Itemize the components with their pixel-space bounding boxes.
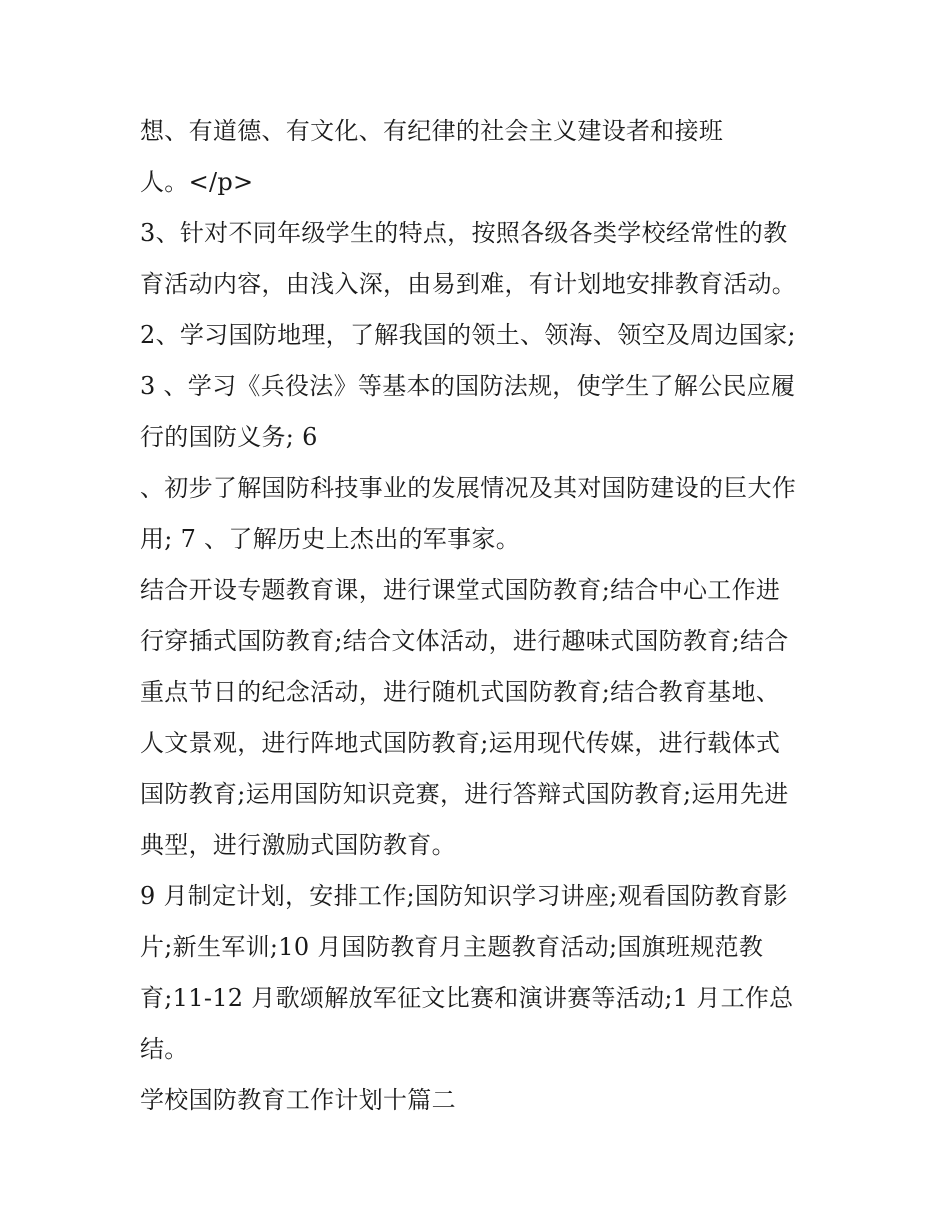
text-line: 用; 7 、了解历史上杰出的军事家。 <box>140 525 521 553</box>
text-line: 结。 <box>140 1035 189 1063</box>
text-line: 典型，进行激励式国防教育。 <box>140 831 456 859</box>
text-line: 2、学习国防地理，了解我国的领土、领海、领空及周边国家; <box>140 321 796 349</box>
text-line: 人。</p> <box>140 168 254 196</box>
document-body <box>140 106 830 1126</box>
text-line: 育;11-12 月歌颂解放军征文比赛和演讲赛等活动;1 月工作总 <box>140 984 794 1012</box>
text-line: 3 、学习《兵役法》等基本的国防法规，使学生了解公民应履 <box>140 372 796 400</box>
text-line: 片;新生军训;10 月国防教育月主题教育活动;国旗班规范教 <box>140 933 764 961</box>
section-heading: 学校国防教育工作计划十篇二 <box>140 1086 456 1114</box>
text-line: 人文景观，进行阵地式国防教育;运用现代传媒，进行载体式 <box>140 729 781 757</box>
text-line: 重点节日的纪念活动，进行随机式国防教育;结合教育基地、 <box>140 678 781 706</box>
text-line: 育活动内容，由浅入深，由易到难，有计划地安排教育活动。 <box>140 270 797 298</box>
text-line: 行穿插式国防教育;结合文体活动，进行趣味式国防教育;结合 <box>140 627 789 655</box>
text-line: 国防教育;运用国防知识竞赛，进行答辩式国防教育;运用先进 <box>140 780 789 808</box>
text-line: 3、针对不同年级学生的特点，按照各级各类学校经常性的教 <box>140 219 788 247</box>
text-line: 想、有道德、有文化、有纪律的社会主义建设者和接班 <box>140 117 724 145</box>
text-line: 结合开设专题教育课，进行课堂式国防教育;结合中心工作进 <box>140 576 781 604</box>
text-line: 9 月制定计划，安排工作;国防知识学习讲座;观看国防教育影 <box>140 882 788 910</box>
text-line: 、初步了解国防科技事业的发展情况及其对国防建设的巨大作 <box>140 474 797 502</box>
text-line: 行的国防义务; 6 <box>140 423 318 451</box>
